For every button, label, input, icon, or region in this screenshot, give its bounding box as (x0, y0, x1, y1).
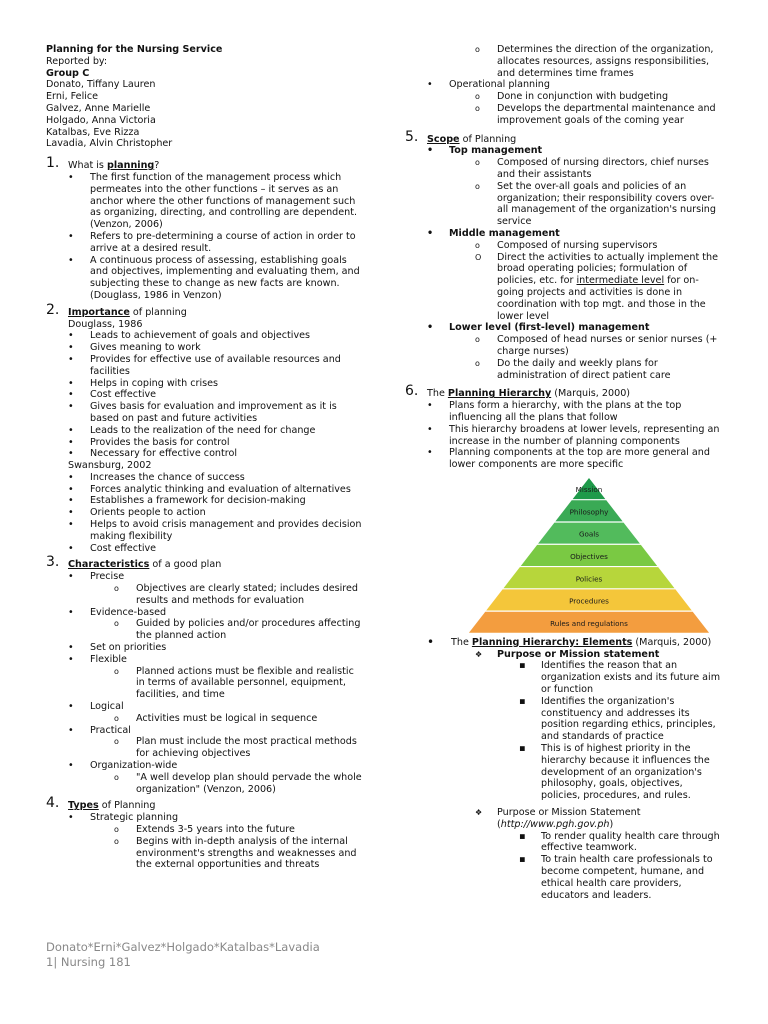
list-item: • Leads to achievement of goals and objectives (68, 330, 311, 342)
section-planning: 1. What is planning? (46, 155, 160, 172)
reported-by: Reported by: (46, 55, 108, 67)
list-item: • Cost effective (68, 389, 157, 401)
pyramid-level-label: Mission (575, 485, 603, 495)
list-item: • Evidence-based (68, 606, 167, 618)
section-term: Planning Hierarchy (447, 388, 552, 400)
member: Galvez, Anne Marielle (46, 102, 151, 114)
list-item: • Strategic planning (68, 812, 179, 824)
member: Lavadia, Alvin Christopher (46, 138, 173, 150)
sub-item: O Direct the activities to actually implement the broad operating policies; formulation of policies, etc. for intermediate level for on-going projects and activities is done in coordination with top mgt. and those in the lower level (475, 251, 719, 322)
list-item: • This hierarchy broadens at lower levels, representing an increase in the number of planning components (427, 423, 720, 447)
section-term: Scope (427, 133, 460, 145)
section-term: Characteristics (68, 559, 150, 571)
list-item: • Helps in coping with crises (68, 377, 219, 389)
pgh-url: http://www.pgh.gov.ph (500, 818, 610, 830)
group-name: Group C (46, 67, 90, 79)
list-item: • Set on priorities (68, 642, 167, 654)
sub-sub-item: ▪ Identifies the reason that an organization exists and its future aim or function (519, 660, 721, 696)
elements-heading: • The Planning Hierarchy: Elements (Marquis, 2000) (427, 634, 712, 649)
pyramid-level-label: Procedures (569, 596, 609, 606)
sub-item: o Composed of head nurses or senior nurses (+ charge nurses) (475, 334, 718, 357)
list-item: • Forces analytic thinking and evaluation of alternatives (68, 483, 351, 495)
list-item: • Plans form a hierarchy, with the plans at the top influencing all the plans that follow (427, 400, 682, 423)
footer-page-number: 1| Nursing 181 (46, 955, 131, 969)
section-number: 1. (46, 155, 60, 172)
list-item: • Lower level (first-level) management (427, 322, 650, 334)
list-item: • Increases the chance of success (68, 471, 245, 483)
member: Erni, Felice (46, 91, 99, 103)
pyramid-level-label: Goals (578, 529, 600, 539)
sub-item: o Set the over-all goals and policies of an organization; their responsibility covers over-all management of the organization's nursing service (475, 180, 716, 228)
list-item: • Organization-wide (68, 760, 178, 772)
sub-item: o "A well develop plan should pervade the whole organization" (Venzon, 2006) (114, 771, 362, 795)
section-number: 4. (46, 795, 60, 812)
sub-sub-item: ▪ This is of highest priority in the hierarchy because it influences the development of an organization's philosophy, goals, objectives, policies, procedures, and rules. (519, 743, 710, 802)
sub-item: o Activities must be logical in sequence (114, 712, 318, 724)
section-characteristics: 3. Characteristics of a good plan (46, 554, 222, 571)
section-hierarchy: 6. The Planning Hierarchy (Marquis, 2000) (405, 383, 631, 400)
list-item: • Top management (427, 145, 543, 157)
sub-item: o Do the daily and weekly plans for administration of direct patient care (475, 357, 671, 381)
sub-item: o Determines the direction of the organization, allocates resources, assigns responsibilities, and determines time frames (475, 44, 714, 79)
planning-hierarchy-pyramid (468, 478, 710, 634)
sub-item: o Done in conjunction with budgeting (475, 91, 669, 103)
footer-authors: Donato*Erni*Galvez*Holgado*Katalbas*Lavadia (46, 940, 320, 954)
list-item: • Provides the basis for control (68, 436, 230, 448)
sub-item: o Begins with in-depth analysis of the internal environment's strengths and weaknesses and the external opportunities and threats (114, 835, 357, 871)
list-item: • Refers to pre-determining a course of action in order to arrive at a desired result. (68, 230, 356, 254)
list-item: • Provides for effective use of available resources and facilities (68, 353, 341, 377)
list-item: • Orients people to action (68, 507, 206, 519)
sub-item: o Develops the departmental maintenance and improvement goals of the coming year (475, 102, 716, 126)
section-term: Importance (68, 306, 130, 318)
list-item: • Necessary for effective control (68, 448, 238, 460)
pyramid-level-label: Policies (575, 574, 603, 584)
left-column (46, 44, 364, 871)
sub-item: o Plan must include the most practical methods for achieving objectives (114, 736, 357, 760)
list-item: • Gives basis for evaluation and improvement as it is based on past and future activities (68, 401, 337, 424)
list-item: • Operational planning (427, 79, 550, 91)
list-item: • The first function of the management process which permeates into the other functions – it serves as an anchor where the other functions of management such as organizing, directing, and controlling are dependent. (Venzon, 2006) (68, 171, 358, 231)
section-types: 4. Types of Planning (46, 795, 156, 812)
sub-sub-item: ▪ Identifies the organization's constituency and addresses its position regarding ethics, principles, and standards of practice (519, 695, 716, 743)
sub-item: o Composed of nursing supervisors (475, 239, 658, 251)
list-item: • Cost effective (68, 542, 157, 554)
pgh-heading: ❖ Purpose or Mission Statement (http://www.pgh.gov.ph) (475, 807, 641, 830)
section-scope: 5. Scope of Planning (405, 128, 517, 145)
list-item: • Gives meaning to work (68, 342, 201, 354)
list-item: • Precise (68, 571, 125, 583)
list-item: • Leads to the realization of the need for change (68, 424, 316, 436)
document-title: Planning for the Nursing Service (46, 44, 223, 55)
section-number: 3. (46, 554, 60, 571)
list-item: • Planning components at the top are more general and lower components are more specific (427, 447, 710, 471)
section-number: 2. (46, 301, 60, 318)
sub-sub-item: ▪ To train health care professionals to become competent, humane, and ethical health care providers, educators and leaders. (519, 854, 713, 901)
list-item: • Middle management (427, 227, 560, 239)
list-item: • Practical (68, 724, 131, 736)
member: Holgado, Anna Victoria (46, 114, 156, 126)
member: Donato, Tiffany Lauren (46, 79, 156, 91)
purpose-heading: ❖ Purpose or Mission statement (475, 648, 660, 660)
list-item: • Establishes a framework for decision-making (68, 495, 306, 507)
source-label: Swansburg, 2002 (68, 460, 152, 472)
sub-item: o Composed of nursing directors, chief nurses and their assistants (475, 157, 709, 180)
sub-item: o Objectives are clearly stated; includes desired results and methods for evaluation (114, 583, 359, 606)
list-item: • Flexible (68, 653, 127, 665)
member-list (46, 79, 364, 150)
page-footer (46, 940, 320, 970)
sub-item: o Extends 3-5 years into the future (114, 824, 295, 835)
section-term: Types (68, 800, 99, 812)
section-term: planning (106, 160, 155, 172)
section-term: Planning Hierarchy: Elements (471, 636, 633, 648)
sub-sub-item: ▪ To render quality health care through effective teamwork. (519, 830, 720, 854)
section-importance: 2. Importance of planning (46, 301, 187, 318)
section-number: 6. (405, 383, 419, 400)
source-label: Douglass, 1986 (68, 318, 143, 330)
pyramid-level-label: Philosophy (569, 507, 609, 517)
list-item: • A continuous process of assessing, establishing goals and objectives, implementing and evaluating them, and subjecting these to change as new facts are known. (Douglass, 1986 in Venzon) (68, 254, 360, 301)
section-number: 5. (405, 128, 419, 145)
list-item: • Helps to avoid crisis management and provides decision making flexibility (68, 519, 362, 542)
sub-item: o Planned actions must be flexible and realistic in terms of available personnel, equipment, facilities, and time (114, 665, 354, 701)
list-item: • Logical (68, 701, 124, 713)
sub-item: o Guided by policies and/or procedures affecting the planned action (114, 618, 361, 642)
member: Katalbas, Eve Rizza (46, 126, 140, 138)
pyramid-level-label: Objectives (570, 552, 608, 561)
pyramid-level-label: Rules and regulations (550, 618, 628, 628)
right-column (405, 44, 723, 901)
